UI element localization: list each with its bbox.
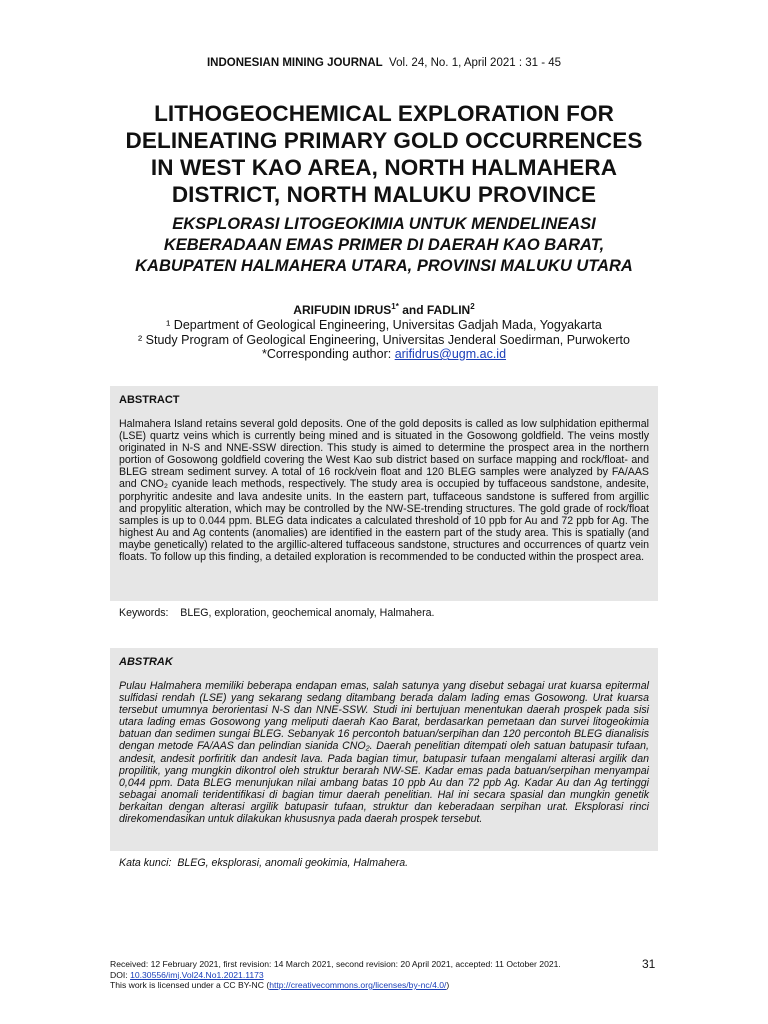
license-line — [110, 980, 561, 991]
subtitle-line: KABUPATEN HALMAHERA UTARA, PROVINSI MALUKU UTARA — [135, 257, 633, 275]
abstract-text: Halmahera Island retains several gold deposits. One of the gold deposits is called as low sulphidation epithermal (LSE) quartz veins which is currently being mined and is situated in the Gosowong goldfield. The veins mostly originated in N-S and NNE-SSW direction. This study is aimed to determine the prospect area in the northern portion of Gosowong goldfield covering the West Kao sub district based on surface mapping and rock/float- and BLEG stream sediment survey. A total of 16 rock/vein float and 120 BLEG samples were analyzed by FA/AAS and CNO₂ cyanide leach methods, respectively. The study area is occupied by tuffaceous sandstone, andesite, porphyritic andesite and lava andesite units. In the eastern part, tuffaceous sandstone is suffered from argillic and propylitic alteration, which may be controlled by the NW-SE-trending structures. The gold grade of rock/float samples is up to 0.044 ppm. BLEG data indicates a calculated threshold of 10 ppb for Au and 72 ppb for Ag. The highest Au and Ag contents (anomalies) are identified in the eastern part of the study area. This is spatially (and maybe genetically) related to the argillic-altered tuffaceous sandstone, structures and occurrences of quartz vein floats. To follow up this finding, a detailed exploration is recommended to be conducted within the prospect area. — [119, 418, 649, 564]
received-dates: Received: 12 February 2021, first revision: 14 March 2021, second revision: 20 April 2021, accepted: 11 October 2021. — [110, 959, 561, 969]
abstrak-text: Pulau Halmahera memiliki beberapa endapan emas, salah satunya yang disebut sebagai urat kuarsa epitermal sulfidasi rendah (LSE) yang sekarang sedang ditambang berada dalam lading emas Gosowong. Urat kuarsa tersebut umumnya berorientasi N-S dan NNE-SSW. Studi ini bertujuan menentukan daerah prospek pada sisi utara lading emas Gosowong yang meliputi daerah Kao Barat, berdasarkan pemetaan dan survei litogeokimia batuan dan sedimen sungai BLEG. Sebanyak 16 percontoh batuan/serpihan dan 120 percontoh BLEG dianalisis dengan metode FA/AAS dan pelindian sianida CNO₂. Daerah penelitian ditempati oleh satuan batupasir tufaan, andesit, andesit porfiritik dan andesit lava. Pada bagian timur, batupasir tufaan mengalami alterasi argilik dan propilitik, yang mungkin dikontrol oleh struktur berarah NW-SE. Kadar emas pada batuan/serpihan menyampai 0,044 ppm. Data BLEG menunjukan nilai ambang batas 10 ppb Au dan 72 ppb Ag. Kadar Au dan Ag tertinggi sebagai anomali teridentifikasi di bagian timur daerah penelitian. Hal ini secara spasial dan mungkin genetik berkaitan dengan alterasi argilik batupasir tufaan, struktur dan keberadaan serpihan urat. Eksplorasi rinci direkomendasikan untuk dilakukan khususnya pada daerah prospek tersebut. — [119, 680, 649, 826]
author-superscript: 1* — [391, 302, 399, 311]
kata-kunci-label: Kata kunci: — [119, 857, 172, 869]
author-name: ARIFUDIN IDRUS — [293, 303, 392, 317]
paper-title — [60, 100, 708, 208]
title-line: LITHOGEOCHEMICAL EXPLORATION FOR — [154, 101, 614, 126]
author-name: FADLIN — [426, 303, 471, 317]
affiliation-2: ² Study Program of Geological Engineering, Universitas Jenderal Soedirman, Purwokerto — [138, 333, 630, 347]
corresponding-author — [0, 347, 768, 361]
abstrak-box — [110, 648, 658, 851]
keywords-label: Keywords: — [119, 607, 169, 619]
kata-kunci-text: BLEG, eksplorasi, anomali geokimia, Halmahera. — [177, 857, 409, 869]
abstract-heading: ABSTRACT — [119, 394, 180, 406]
subtitle-line: KEBERADAAN EMAS PRIMER DI DAERAH KAO BARAT, — [163, 236, 605, 254]
journal-name: INDONESIAN MINING JOURNAL — [206, 57, 383, 69]
license-prefix: This work is licensed under a CC BY-NC ( — [110, 980, 270, 990]
journal-issue: Vol. 24, No. 1, April 2021 : 31 - 45 — [389, 57, 562, 69]
page-number: 31 — [642, 957, 656, 971]
subtitle-line: EKSPLORASI LITOGEOKIMIA UNTUK MENDELINEASI — [172, 215, 596, 233]
license-suffix: ) — [446, 980, 450, 990]
author-conjunction: and — [402, 303, 424, 317]
corresponding-label: *Corresponding author: — [261, 347, 392, 361]
title-line: DELINEATING PRIMARY GOLD OCCURRENCES — [125, 128, 643, 153]
abstrak-heading: ABSTRAK — [119, 656, 173, 668]
article-footer — [110, 959, 561, 991]
abstract-box — [110, 386, 658, 601]
kata-kunci-line — [119, 857, 408, 869]
keywords-text: BLEG, exploration, geochemical anomaly, Halmahera. — [180, 607, 435, 619]
author-line — [0, 302, 768, 317]
title-line: IN WEST KAO AREA, NORTH HALMAHERA — [150, 155, 618, 180]
keywords-line — [119, 607, 434, 619]
doi-label: DOI: — [110, 969, 128, 980]
journal-header — [0, 57, 768, 69]
doi-link[interactable]: 10.30556/imj.Vol24.No1.2021.1173 — [130, 969, 264, 980]
doi-line — [110, 970, 561, 981]
title-line: DISTRICT, NORTH MALUKU PROVINCE — [171, 182, 597, 207]
paper-subtitle — [60, 214, 708, 277]
license-link[interactable]: http://creativecommons.org/licenses/by-nc/4.0/ — [269, 980, 447, 990]
corresponding-email-link[interactable]: arifidrus@ugm.ac.id — [394, 347, 507, 361]
affiliation-1: ¹ Department of Geological Engineering, Universitas Gadjah Mada, Yogyakarta — [166, 318, 602, 332]
author-superscript: 2 — [470, 302, 475, 311]
